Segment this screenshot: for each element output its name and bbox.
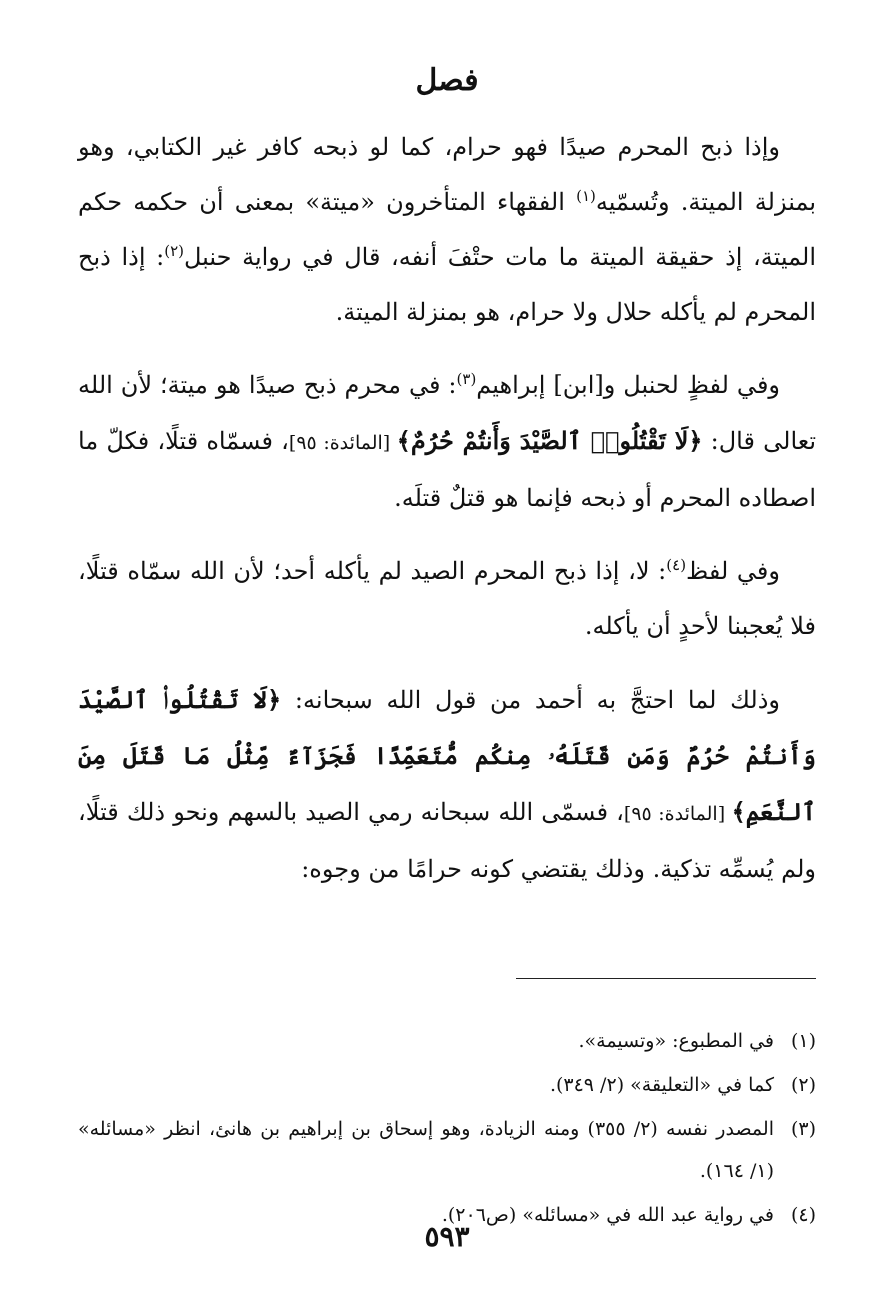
footnote-text: في المطبوع: «وتسيمة». [578, 1030, 774, 1052]
footnote-number: (٢) [790, 1074, 816, 1096]
footnote-number: (١) [790, 1030, 816, 1052]
footnote-1 [78, 1020, 816, 1062]
footnotes [78, 1020, 816, 1238]
footnote-2 [78, 1064, 816, 1106]
footnote-text: في رواية عبد الله في «مسائله» (ص٢٠٦). [441, 1204, 774, 1226]
book-page [78, 60, 817, 1253]
text-run: ، فسمّى الله سبحانه رمي الصيد بالسهم ونحو ذلك قتلًا، ولم يُسمِّه تذكية. وذلك يقتضي كونه حرامًا من وجوه: [78, 798, 816, 883]
text-run: وفي لفظٍ لحنبل و[ابن] إبراهيم [476, 371, 780, 399]
footnote-text: المصدر نفسه (٢/ ٣٥٥) ومنه الزيادة، وهو إسحاق بن إبراهيم بن هانئ، انظر «مسائله» (١/ ١٦٤). [78, 1118, 774, 1182]
paragraph-2 [78, 358, 816, 526]
verse-reference: [المائدة: ٩٥] [623, 803, 732, 825]
text-run: : في محرم ذبح صيدًا هو ميتة؛ لأن الله تعالى قال: [78, 371, 817, 455]
footnote-text: كما في «التعليقة» (٢/ ٣٤٩). [549, 1074, 774, 1096]
footnote-marker: (١) [576, 187, 596, 205]
paragraph-3 [78, 544, 816, 654]
footnote-marker: (٣) [456, 370, 477, 388]
footnote-divider [516, 978, 816, 979]
page-number: ٥٩٣ [424, 1220, 470, 1253]
text-run: : لا، إذا ذبح المحرم الصيد لم يأكله أحد؛ لأن الله سمّاه قتلًا، فلا يُعجبنا لأحدٍ أن يأكله. [78, 557, 816, 640]
text-run: ، فسمّاه قتلًا، فكلّ ما اصطاده المحرم أو ذبحه فإنما هو قتلٌ قتلَه. [78, 427, 816, 512]
text-run: الفقهاء المتأخرون «ميتة» بمعنى أن حكمه حكم الميتة، إذ حقيقة الميتة ما مات حتْفَ أنفه، قال في رواية حنبل [78, 188, 817, 271]
section-title: فصل [415, 63, 479, 98]
text-run: : إذا ذبح المحرم لم يأكله حلال ولا حرام، هو بمنزلة الميتة. [78, 243, 816, 326]
text-run: وفي لفظ [686, 557, 780, 585]
quran-verse: ﴿لَا تَقْتُلُوا۟ ٱلصَّيْدَ وَأَنتُمْ حُرُمٌ﴾ [396, 426, 703, 455]
footnote-number: (٣) [790, 1118, 816, 1140]
text-run: وإذا ذبح المحرم صيدًا فهو حرام، كما لو ذبحه كافر غير الكتابي، وهو بمنزلة الميتة. وتُسمّيه [78, 133, 816, 216]
text-run: وذلك لما احتجَّ به أحمد من قول الله سبحانه: [281, 686, 780, 714]
footnote-number: (٤) [790, 1204, 816, 1226]
footnote-marker: (٢) [164, 242, 184, 260]
paragraph-1 [78, 120, 816, 340]
body-text [78, 120, 816, 897]
footnote-marker: (٤) [666, 556, 687, 574]
paragraph-4 [78, 672, 816, 897]
footnote-3 [78, 1108, 816, 1192]
quran-verse: ﴿لَا تَقْتُلُوا۟ ٱلصَّيْدَ وَأَنتُمْ حُرُمٌ وَمَن قَتَلَهُۥ مِنكُم مُّتَعَمِّدًا فَجَزَآءٌ مِّثْلُ مَا قَتَلَ مِنَ ٱلنَّعَمِ﴾ [78, 685, 816, 826]
verse-reference: [المائدة: ٩٥] [288, 432, 397, 454]
